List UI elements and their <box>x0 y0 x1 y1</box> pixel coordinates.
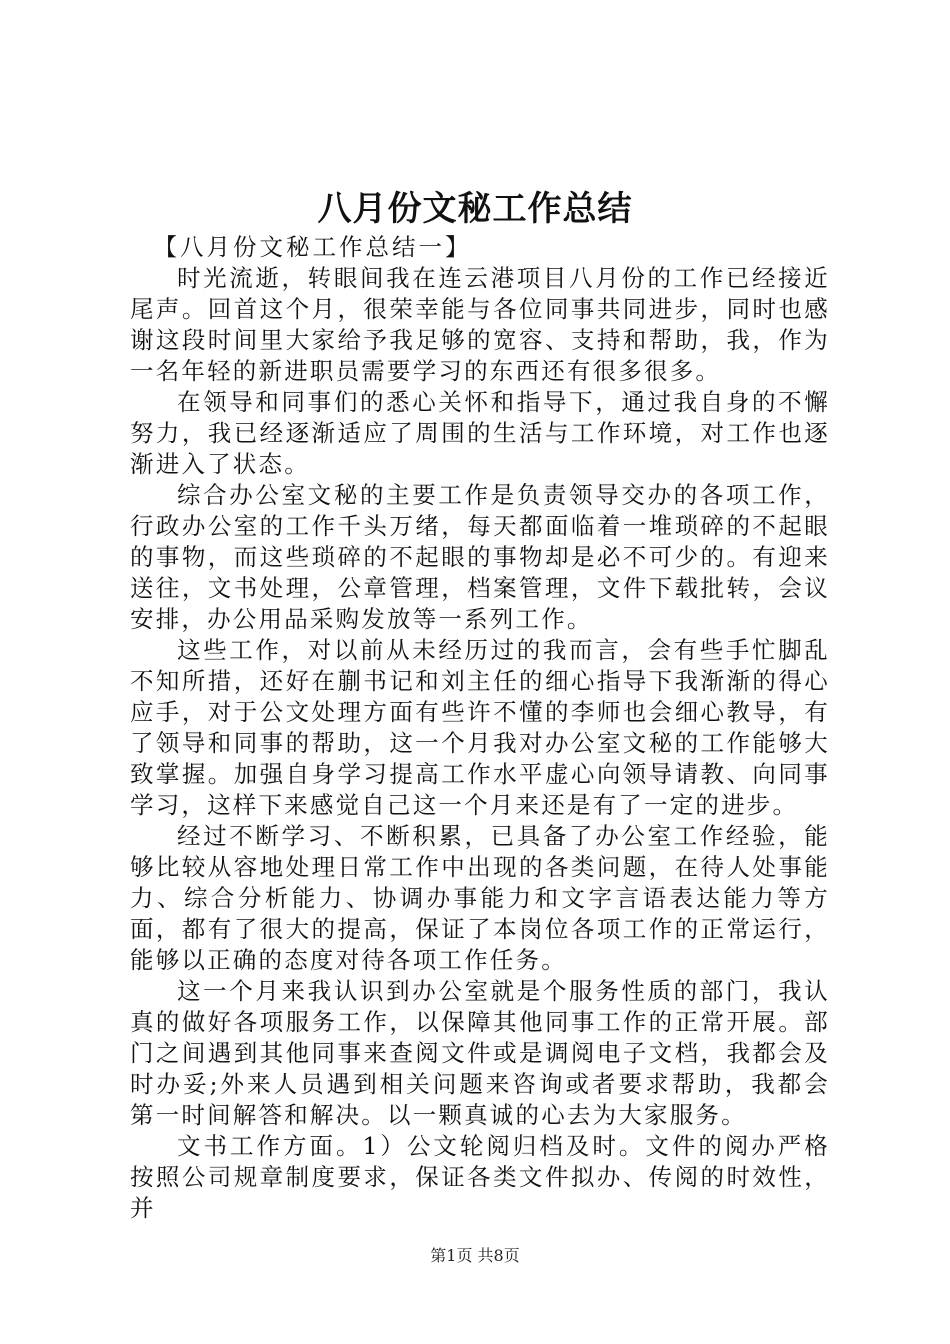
section-heading: 【八月份文秘工作总结一】 <box>153 233 472 261</box>
page-footer: 第1页 共8页 <box>430 1246 520 1265</box>
paragraph: 时光流逝，转眼间我在连云港项目八月份的工作已经接近尾声。回首这个月，很荣幸能与各位同事共同进步，同时也感谢这段时间里大家给予我足够的宽容、支持和帮助，我，作为一名年轻的新进职员需要学习的东西还有很多很多。 <box>130 264 830 385</box>
document-body <box>130 232 830 1224</box>
paragraph: 综合办公室文秘的主要工作是负责领导交办的各项工作，行政办公室的工作千头万绪，每天都面临着一堆琐碎的不起眼的事物，而这些琐碎的不起眼的事物却是必不可少的。有迎来送往，文书处理，公章管理，档案管理，文件下载批转，会议安排，办公用品采购发放等一系列工作。 <box>130 481 830 633</box>
paragraph: 这些工作，对以前从未经历过的我而言，会有些手忙脚乱不知所措，还好在蒯书记和刘主任的细心指导下我渐渐的得心应手，对于公文处理方面有些许不懂的李师也会细心教导，有了领导和同事的帮助，这一个月我对办公室文秘的工作能够大致掌握。加强自身学习提高工作水平虚心向领导请教、向同事学习，这样下来感觉自己这一个月来还是有了一定的进步。 <box>130 636 830 819</box>
document-title: 八月份文秘工作总结 <box>317 189 633 229</box>
paragraph: 经过不断学习、不断积累，已具备了办公室工作经验，能够比较从容地处理日常工作中出现的各类问题，在待人处事能力、综合分析能力、协调办事能力和文字言语表达能力等方面，都有了很大的提高，保证了本岗位各项工作的正常运行，能够以正确的态度对待各项工作任务。 <box>130 822 830 974</box>
paragraph: 这一个月来我认识到办公室就是个服务性质的部门，我认真的做好各项服务工作，以保障其他同事工作的正常开展。部门之间遇到其他同事来查阅文件或是调阅电子文档，我都会及时办妥;外来人员遇到相关问题来咨询或者要求帮助，我都会第一时间解答和解决。以一颗真诚的心去为大家服务。 <box>130 977 830 1129</box>
paragraph: 在领导和同事们的悉心关怀和指导下，通过我自身的不懈努力，我已经逐渐适应了周围的生活与工作环境，对工作也逐渐进入了状态。 <box>130 388 830 478</box>
paragraph: 文书工作方面。1）公文轮阅归档及时。文件的阅办严格按照公司规章制度要求，保证各类文件拟办、传阅的时效性，并 <box>130 1132 830 1222</box>
